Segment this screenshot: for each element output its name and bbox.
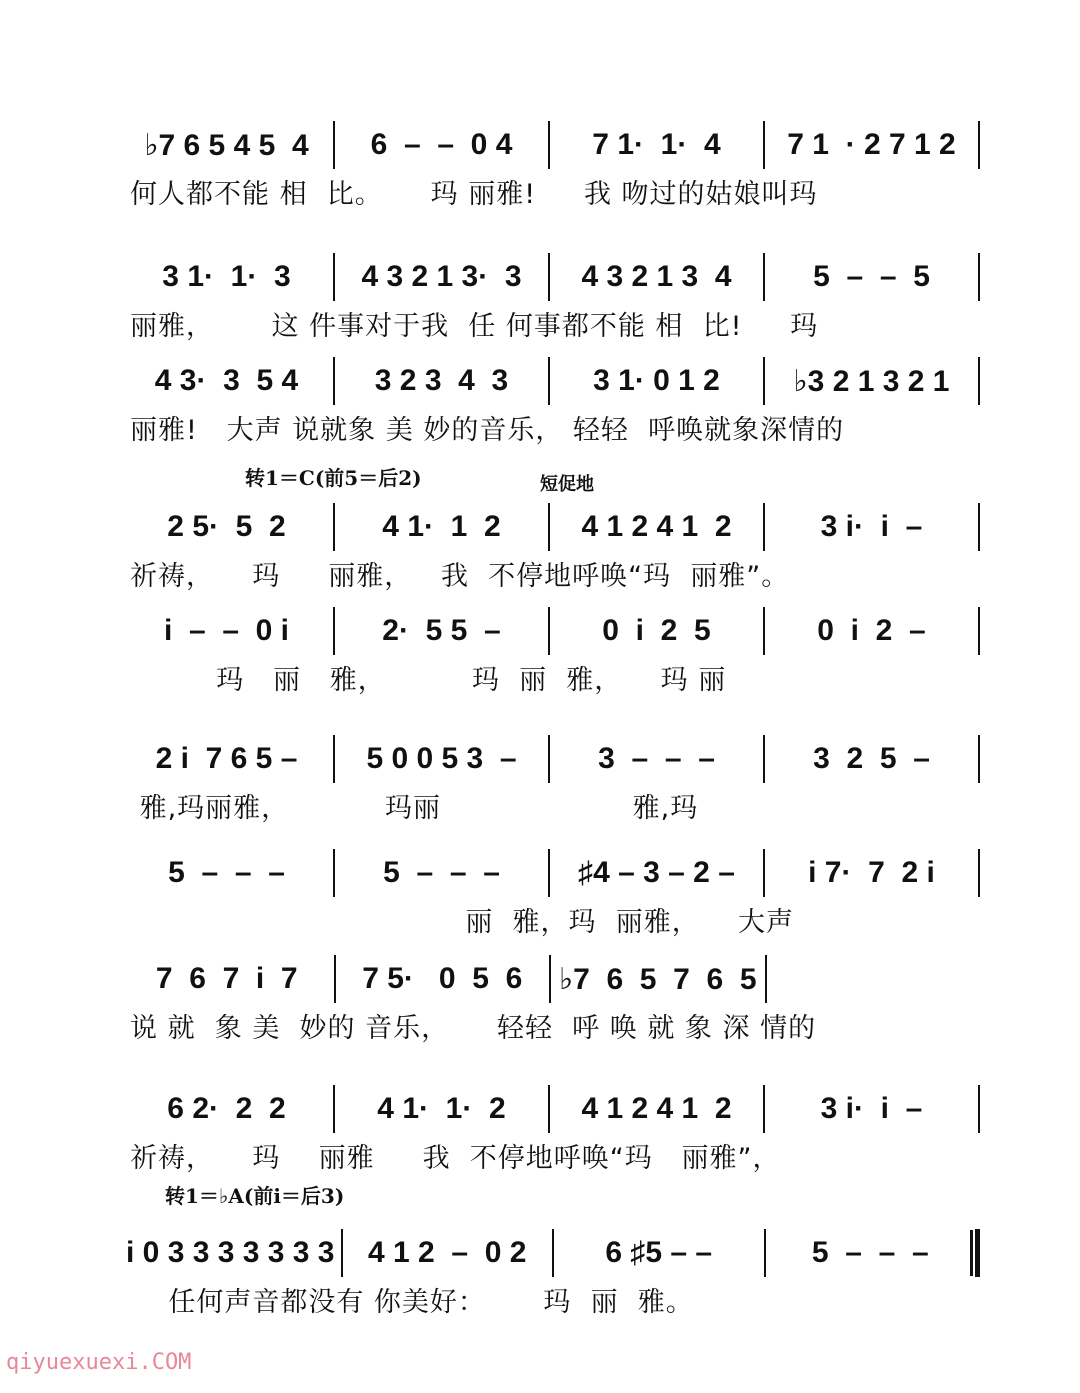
measure: 0 i 2 5 [602,614,711,647]
measure: 7 6 7 i 7 [155,962,298,995]
measure: 4 3· 3 5 4 [154,364,299,397]
score-line [120,848,980,938]
lyrics-line: 雅,玛丽雅， 玛丽 雅,玛 [130,793,699,824]
measure: 3 i· i – [820,510,923,543]
lyrics-line: 玛 丽 雅， 玛 丽 雅， 玛 丽 [130,665,727,696]
score-line [120,120,980,210]
score-line [120,1084,980,1174]
measure: ♭3 2 1 3 2 1 [793,364,950,398]
notes-staff [120,120,980,170]
measure: 7 1· 1· 4 [592,128,721,161]
watermark: qiyuexuexi.COM [6,1350,192,1375]
bar-line [978,735,980,783]
measure: 4 3 2 1 3· 3 [361,260,522,293]
measure: i 0 3 3 3 3 3 3 3 [126,1236,335,1269]
measure: 2 i 7 6 5 – [155,742,298,775]
notes-staff [120,606,980,656]
score-line [120,954,980,1044]
key-change-annotation: 转1＝C(前5＝后2) [245,466,422,490]
measure: ♭7 6 5 7 6 5 [558,962,757,996]
measure: 6 2· 2 2 [167,1092,286,1125]
notes-staff [120,734,980,784]
measure: 5 – – – [811,1236,929,1269]
measure: 5 – – – [383,856,500,889]
measure: 6 ♯5 – – [605,1236,713,1269]
score-line [120,502,980,592]
notes-staff [120,502,980,552]
measure: 3 2 3 4 3 [374,364,509,397]
notes-staff [120,356,980,406]
expression-marking: 短促地 [540,474,594,495]
lyrics-line: 任何声音都没有 你美好： 玛 丽 雅。 [130,1287,694,1318]
measure: 4 1· 1· 2 [377,1092,506,1125]
measure: 0 i 2 – [817,614,926,647]
measure: ♯4 – 3 – 2 – [578,856,735,889]
score-line [120,1228,980,1318]
score-line [120,606,980,696]
bar-line [978,607,980,655]
notes-staff [120,1084,980,1134]
measure: 3 2 5 – [813,742,930,775]
measure: 4 3 2 1 3 4 [581,260,732,293]
bar-line [978,357,980,405]
measure: 4 1 2 4 1 2 [581,1092,732,1125]
bar-line [978,121,980,169]
lyrics-line: 丽雅， 这 件事对于我 任 何事都不能 相 比! 玛 [130,311,819,342]
notes-staff [120,848,980,898]
bar-line [978,1085,980,1133]
measure: 3 – – – [598,742,715,775]
bar-line [978,253,980,301]
measure: 5 – – 5 [813,260,930,293]
bar-line [978,849,980,897]
key-change-annotation: 转1＝♭A(前i＝后3) [165,1184,345,1208]
score-line [120,356,980,446]
lyrics-line: 祈祷， 玛 丽雅， 我 不停地呼唤“玛 丽雅”。 [130,561,790,592]
bar-line [765,955,767,1003]
measure: 4 1 2 – 0 2 [368,1236,527,1269]
measure: 2· 5 5 – [382,614,501,647]
measure: 5 0 0 5 3 – [366,742,517,775]
lyrics-line: 何人都不能 相 比。 玛 丽雅! 我 吻过的姑娘叫玛 [130,179,818,210]
measure: 5 – – – [168,856,285,889]
measure: 4 1· 1 2 [382,510,501,543]
measure: 7 5· 0 5 6 [362,962,523,995]
measure: ♭7 6 5 4 5 4 [144,128,309,162]
lyrics-line: 丽雅! 大声 说就象 美 妙的音乐， 轻轻 呼唤就象深情的 [130,415,845,446]
bar-line [975,1229,980,1277]
notes-staff [120,954,980,1004]
measure: 7 1 · 2 7 1 2 [787,128,956,161]
measure: 3 i· i – [820,1092,923,1125]
lyrics-line: 说 就 象 美 妙的 音乐， 轻轻 呼 唤 就 象 深 情的 [130,1013,817,1044]
measure: 3 1· 0 1 2 [593,364,720,397]
bar-line [978,503,980,551]
score-line [120,734,980,824]
lyrics-line: 祈祷， 玛 丽雅 我 不停地呼唤“玛 丽雅”， [130,1143,781,1174]
measure: 2 5· 5 2 [167,510,286,543]
lyrics-line: 丽 雅，玛 丽雅， 大声 [130,907,795,938]
notes-staff [120,1228,980,1278]
measure: 3 1· 1· 3 [162,260,291,293]
measure: 6 – – 0 4 [370,128,513,161]
notes-staff [120,252,980,302]
measure: 4 1 2 4 1 2 [581,510,732,543]
score-line [120,252,980,342]
measure: i – – 0 i [163,614,290,647]
measure: i 7· 7 2 i [808,856,935,889]
